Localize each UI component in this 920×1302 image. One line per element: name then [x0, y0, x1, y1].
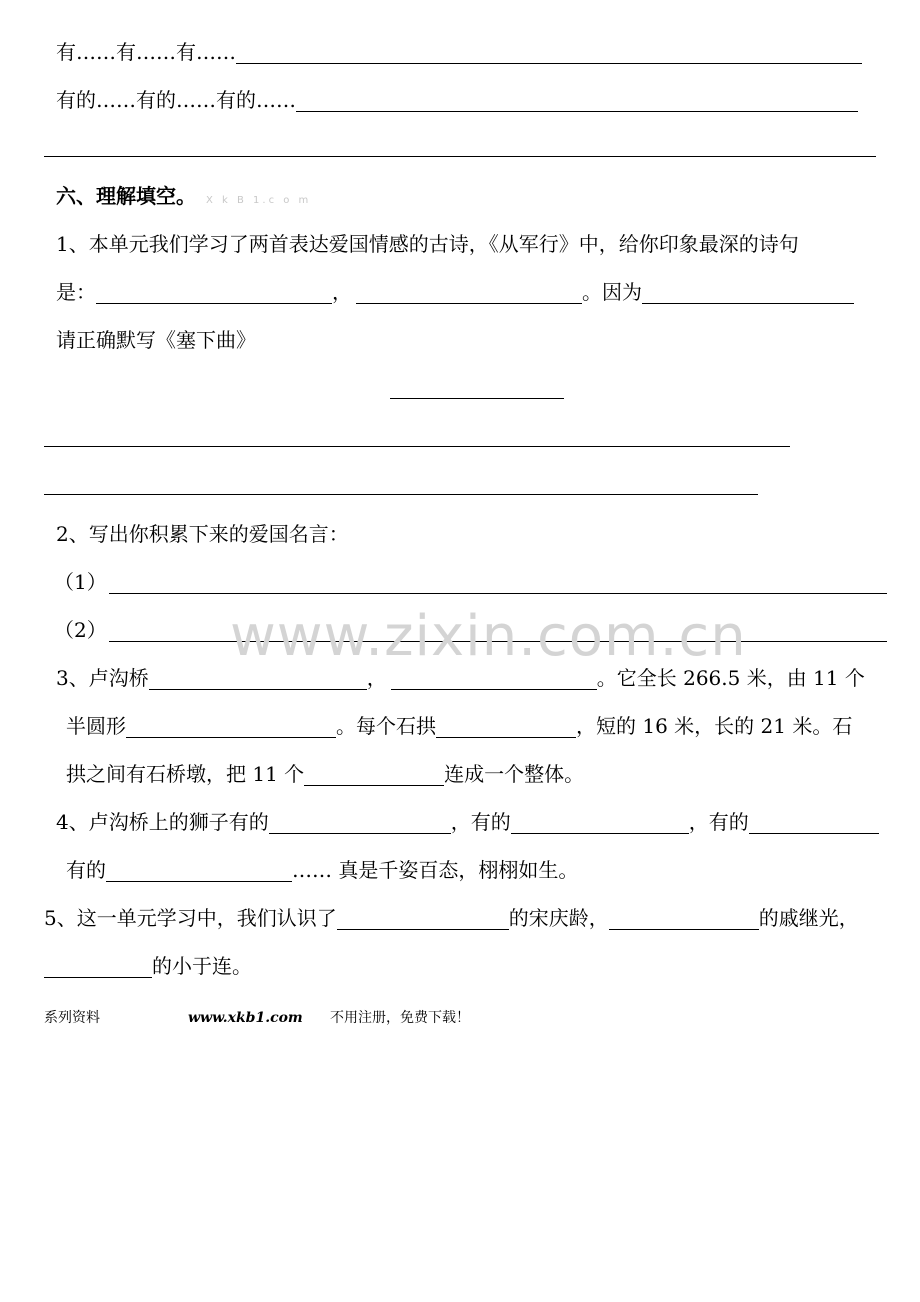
q3-text: 3、卢沟桥	[56, 666, 149, 690]
poem-line-rule[interactable]	[44, 446, 790, 447]
question-3-line-2	[66, 714, 852, 738]
q5-text: 5、这一单元学习中，我们认识了	[44, 906, 337, 930]
question-1-line-1: 1、本单元我们学习了两首表达爱国情感的古诗，《从军行》中，给你印象最深的诗句	[56, 232, 799, 256]
q4-text: 4、卢沟桥上的狮子有的	[56, 810, 269, 834]
question-5-line-2	[44, 954, 252, 978]
answer-blank[interactable]	[337, 909, 509, 930]
poem-title-rule[interactable]	[390, 398, 564, 399]
item-number: （1）	[54, 570, 107, 594]
answer-blank[interactable]	[609, 909, 759, 930]
question-3-line-3	[66, 762, 584, 786]
question-3-line-1	[56, 666, 865, 690]
q3-text: ，短的 16 米，长的 21 米。石	[576, 714, 853, 738]
answer-blank[interactable]	[511, 813, 689, 834]
footer-slogan: 不用注册，免费下载！	[330, 1010, 470, 1026]
question-1-line-2	[56, 280, 854, 304]
pattern-line-1	[56, 40, 862, 64]
answer-blank[interactable]	[106, 861, 292, 882]
answer-blank[interactable]	[126, 717, 336, 738]
answer-blank[interactable]	[296, 91, 858, 112]
question-4-line-1	[56, 810, 879, 834]
answer-blank[interactable]	[356, 283, 582, 304]
question-2-item-1	[54, 570, 887, 594]
q3-text: 半圆形	[66, 714, 126, 738]
answer-blank[interactable]	[109, 573, 887, 594]
answer-blank[interactable]	[269, 813, 451, 834]
item-number: （2）	[54, 618, 107, 642]
q3-comma: ，	[366, 666, 387, 690]
answer-blank[interactable]	[391, 669, 597, 690]
question-4-line-2	[66, 858, 578, 882]
q5-text: 的小于连。	[152, 954, 252, 978]
answer-blank[interactable]	[436, 717, 576, 738]
q3-text: 拱之间有石桥墩，把 11 个	[66, 762, 305, 786]
answer-blank[interactable]	[642, 283, 854, 304]
poem-line-rule[interactable]	[44, 494, 758, 495]
question-5-line-1	[44, 906, 859, 930]
q4-text: 有的	[66, 858, 106, 882]
footer-series: 系列资料	[44, 1010, 100, 1026]
q4-text: …… 真是千姿百态，栩栩如生。	[292, 858, 579, 882]
q4-text: ，有的	[688, 810, 749, 834]
q5-text: 的戚继光，	[758, 906, 859, 930]
answer-blank[interactable]	[44, 957, 152, 978]
q3-text: 。每个石拱	[336, 714, 436, 738]
q1-prefix: 是：	[56, 280, 96, 304]
pattern-2-text: 有的……有的……有的……	[56, 88, 296, 112]
section-title: 六、理解填空。	[56, 184, 196, 208]
footer-site-link[interactable]: www.xkb1.com	[188, 1010, 303, 1026]
q5-text: 的宋庆龄，	[508, 906, 609, 930]
answer-rule[interactable]	[44, 156, 876, 157]
answer-blank[interactable]	[96, 283, 332, 304]
faint-watermark-text: X k B 1.c o m	[206, 195, 312, 206]
answer-blank[interactable]	[749, 813, 879, 834]
answer-blank[interactable]	[304, 765, 444, 786]
q1-because: 。因为	[582, 280, 642, 304]
q1-comma: ，	[332, 280, 352, 304]
answer-blank[interactable]	[149, 669, 367, 690]
q3-text: 连成一个整体。	[444, 762, 585, 786]
q4-text: ，有的	[450, 810, 511, 834]
pattern-1-text: 有……有……有……	[56, 40, 236, 64]
answer-blank[interactable]	[236, 43, 862, 64]
q3-text: 。它全长 266.5 米，由 11 个	[596, 666, 865, 690]
site-watermark: www.zixin.com.cn	[230, 604, 747, 669]
question-2: 2、写出你积累下来的爱国名言：	[56, 522, 349, 546]
pattern-line-2	[56, 88, 858, 112]
section-heading	[56, 184, 311, 208]
question-1-line-3: 请正确默写《塞下曲》	[56, 328, 256, 352]
